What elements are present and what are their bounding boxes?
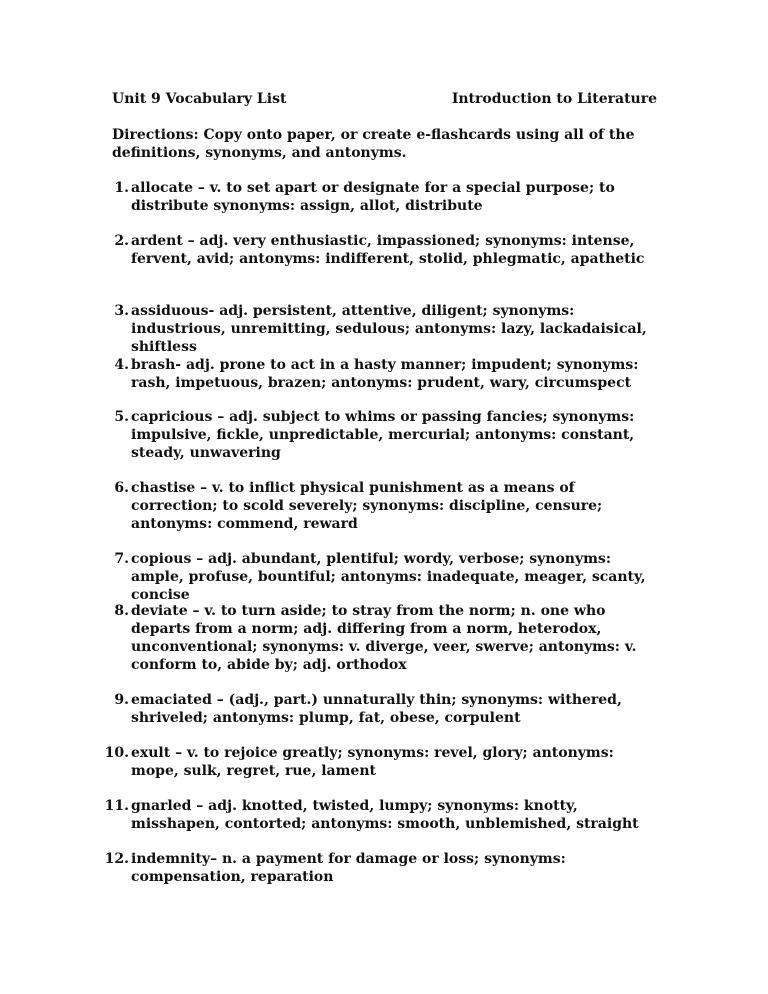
vocab-item-copious	[114, 550, 661, 604]
vocab-entry: capricious – adj. subject to whims or passing fancies; synonyms: impulsive, fickle, unpredictable, mercurial; antonyms: constant, steady, unwavering	[131, 409, 635, 461]
vocab-item-deviate	[114, 602, 661, 674]
vocab-number: 11.	[104, 798, 129, 814]
vocab-entry: copious – adj. abundant, plentiful; wordy, verbose; synonyms: ample, profuse, bountiful; antonyms: inadequate, meager, scanty, concise	[131, 551, 646, 603]
vocab-entry: indemnity– n. a payment for damage or loss; synonyms: compensation, reparation	[131, 851, 566, 885]
vocab-item-emaciated	[114, 691, 661, 727]
vocab-item-indemnity	[104, 850, 661, 886]
vocab-number: 7.	[114, 551, 129, 567]
vocab-number: 1.	[114, 180, 129, 196]
directions-text: Directions: Copy onto paper, or create e-flashcards using all of the definitions, synonyms, and antonyms.	[112, 127, 635, 161]
unit-title: Unit 9 Vocabulary List	[112, 91, 287, 107]
vocab-number: 6.	[114, 480, 129, 496]
vocab-entry: assiduous- adj. persistent, attentive, diligent; synonyms: industrious, unremitting, sedulous; antonyms: lazy, lackadaisical, shiftless	[131, 303, 647, 355]
vocab-item-brash	[114, 356, 661, 392]
vocab-number: 10.	[104, 745, 129, 761]
vocab-item-exult	[104, 744, 661, 780]
vocab-number: 9.	[114, 692, 129, 708]
document-header	[112, 90, 657, 109]
vocab-number: 8.	[114, 603, 129, 619]
vocab-entry: brash- adj. prone to act in a hasty manner; impudent; synonyms: rash, impetuous, brazen; antonyms: prudent, wary, circumspect	[131, 357, 639, 391]
vocab-entry: allocate – v. to set apart or designate for a special purpose; to distribute synonyms: assign, allot, distribute	[131, 180, 615, 214]
vocab-item-assiduous	[114, 302, 661, 356]
vocab-number: 2.	[114, 233, 129, 249]
vocab-number: 12.	[104, 851, 129, 867]
vocab-item-gnarled	[104, 797, 661, 833]
vocab-number: 4.	[114, 357, 129, 373]
vocab-number: 5.	[114, 409, 129, 425]
vocab-entry: exult – v. to rejoice greatly; synonyms: revel, glory; antonyms: mope, sulk, regret, rue, lament	[131, 745, 614, 779]
vocab-item-chastise	[114, 479, 661, 533]
vocab-entry: chastise – v. to inflict physical punishment as a means of correction; to scold severely; synonyms: discipline, censure; antonyms: commend, reward	[131, 480, 603, 532]
vocab-entry: emaciated – (adj., part.) unnaturally thin; synonyms: withered, shriveled; antonyms: plump, fat, obese, corpulent	[131, 692, 622, 726]
vocab-entry: ardent – adj. very enthusiastic, impassioned; synonyms: intense, fervent, avid; antonyms: indifferent, stolid, phlegmatic, apathetic	[131, 233, 645, 267]
vocab-entry: deviate – v. to turn aside; to stray from the norm; n. one who departs from a norm; adj. differing from a norm, heterodox, unconventional; synonyms: v. diverge, veer, swerve; antonyms: v. conform to, abide by; adj. orthodox	[131, 603, 637, 673]
vocab-entry: gnarled – adj. knotted, twisted, lumpy; synonyms: knotty, misshapen, contorted; antonyms: smooth, unblemished, straight	[131, 798, 639, 832]
course-title: Introduction to Literature	[451, 91, 657, 107]
vocab-item-allocate	[114, 179, 661, 215]
vocab-item-capricious	[114, 408, 661, 462]
vocab-item-ardent	[114, 232, 661, 268]
vocab-number: 3.	[114, 303, 129, 319]
